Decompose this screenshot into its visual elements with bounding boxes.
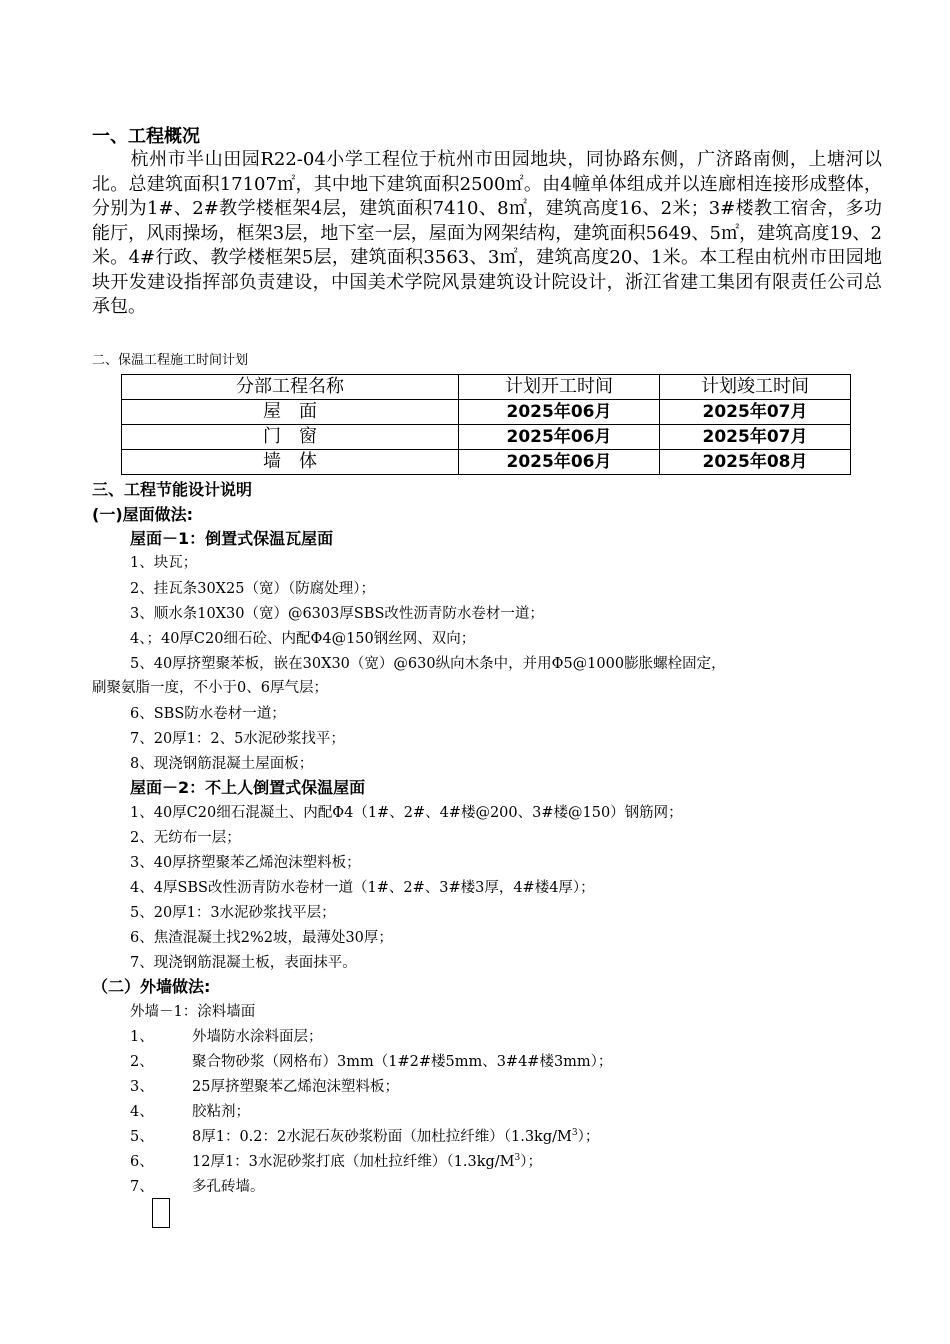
table-header-cell: 分部工程名称	[122, 375, 459, 400]
roof1-item: 8、现浇钢筋混凝土屋面板；	[130, 756, 314, 772]
roof2-item: 6、焦渣混凝土找2%2坡，最薄处30厚；	[130, 930, 393, 946]
table-cell-end: 2025年07月	[660, 425, 851, 450]
wall-item-text: 胶粘剂；	[192, 1104, 250, 1120]
table-cell-start: 2025年06月	[459, 400, 660, 425]
wall-item	[130, 1151, 542, 1173]
table-header-cell: 计划开工时间	[459, 375, 660, 400]
roof1-item: 7、20厚1：2、5水泥砂浆找平；	[130, 731, 345, 747]
project-overview-text: 杭州市半山田园R22-04小学工程位于杭州市田园地块，同协路东侧，广济路南侧，上塘河以北。总建筑面积17107㎡，其中地下建筑面积2500㎡。由4幢单体组成并以连廊相连接形成整体，分别为1#、2#教学楼框架4层，建筑面积7410、8㎡，建筑高度16、2米；3#楼教工宿舍，多功能厅，风雨操场，框架3层，地下室一层，屋面为网架结构，建筑面积5649、5㎡，建筑高度19、2米。4#行政、教学楼框架5层，建筑面积3563、3㎡，建筑高度20、1米。本工程由杭州市田园地块开发建设指挥部负责建设，中国美术学院风景建筑设计院设计，浙江省建工集团有限责任公司总承包。	[92, 149, 882, 317]
table-cell-start: 2025年06月	[459, 425, 660, 450]
wall-item	[130, 1076, 399, 1098]
table-cell-name: 墙 体	[122, 450, 459, 475]
wall-item-text: 聚合物砂浆（网格布）3mm（1#2#楼5mm、3#4#楼3mm）；	[192, 1054, 613, 1070]
superscript-three: 3	[514, 1153, 521, 1164]
roof-heading: (一)屋面做法:	[92, 505, 194, 524]
schedule-table	[121, 374, 851, 475]
roof2-item: 7、现浇钢筋混凝土板，表面抹平。	[130, 955, 357, 971]
table-cell-name: 门 窗	[122, 425, 459, 450]
wall-item-number: 6、	[130, 1154, 154, 1170]
wall-item-text: 多孔砖墙。	[192, 1179, 265, 1195]
wall-item-number: 2、	[130, 1054, 154, 1070]
roof2-item: 4、4厚SBS改性沥青防水卷材一道（1#、2#、3#楼3厚，4#楼4厚）；	[130, 880, 595, 896]
table-row	[122, 400, 851, 425]
table-header-cell: 计划竣工时间	[660, 375, 851, 400]
wall-item	[130, 1176, 265, 1198]
wall-item-text: 12厚1：3水泥砂浆打底（加杜拉纤维）（1.3kg/M	[192, 1154, 515, 1170]
wall-item-number: 7、	[130, 1179, 154, 1195]
table-cell-end: 2025年07月	[660, 400, 851, 425]
roof1-item: 5、40厚挤塑聚苯板，嵌在30X30（宽）@630纵向木条中，并用Φ5@1000膨胀螺栓固定，	[130, 656, 726, 672]
section1-heading: 一、工程概况	[92, 126, 200, 147]
wall-item-text: 8厚1：0.2：2水泥石灰砂浆粉面（加杜拉纤维）（1.3kg/M	[192, 1129, 572, 1145]
table-header-row	[122, 375, 851, 400]
table-row	[122, 425, 851, 450]
wall-item-number: 4、	[130, 1104, 154, 1120]
roof1-item: 1、块瓦；	[130, 555, 198, 571]
roof1-item: 4、；40厚C20细石砼、内配Φ4@150钢丝网、双向；	[130, 631, 476, 647]
wall-title: 外墙－1：涂料墙面	[130, 1004, 256, 1020]
table-cell-end: 2025年08月	[660, 450, 851, 475]
wall-item-suffix: ）；	[520, 1154, 542, 1170]
wall-item-number: 5、	[130, 1129, 154, 1145]
wall-item-number: 1、	[130, 1029, 154, 1045]
section1-paragraph	[92, 148, 882, 320]
roof1-item: 6、SBS防水卷材一道；	[130, 706, 286, 722]
roof2-item: 3、40厚挤塑聚苯乙烯泡沫塑料板；	[130, 855, 361, 871]
table-cell-name: 屋 面	[122, 400, 459, 425]
wall-heading: （二）外墙做法:	[92, 977, 211, 996]
roof1-item: 2、挂瓦条30X25（宽）（防腐处理）；	[130, 581, 375, 597]
wall-item	[130, 1026, 323, 1048]
roof1-item-continued: 刷聚氨脂一度，不小于0、6厚气层；	[92, 680, 328, 696]
table-row	[122, 450, 851, 475]
roof2-item: 1、40厚C20细石混凝土、内配Φ4（1#、2#、4#楼@200、3#楼@150）钢筋网；	[130, 805, 683, 821]
roof2-item: 5、20厚1：3水泥砂浆找平层；	[130, 905, 336, 921]
roof1-title: 屋面－1：倒置式保温瓦屋面	[130, 529, 334, 548]
section3-heading: 三、工程节能设计说明	[92, 480, 253, 499]
wall-item-suffix: ）；	[577, 1129, 600, 1145]
wall-item-text: 外墙防水涂料面层；	[192, 1029, 323, 1045]
roof2-title: 屋面－2：不上人倒置式保温屋面	[130, 778, 366, 797]
wall-item	[130, 1051, 612, 1073]
roof2-item: 2、无纺布一层；	[130, 830, 241, 846]
wall-item-text: 25厚挤塑聚苯乙烯泡沫塑料板；	[192, 1079, 399, 1095]
roof1-item: 3、顺水条10X30（宽）@6303厚SBS改性沥青防水卷材一道；	[130, 606, 544, 622]
wall-item-number: 3、	[130, 1079, 154, 1095]
superscript-three: 3	[571, 1128, 578, 1139]
missing-glyph-box-icon	[152, 1198, 170, 1228]
table-cell-start: 2025年06月	[459, 450, 660, 475]
wall-item	[130, 1126, 599, 1148]
wall-item	[130, 1101, 250, 1123]
section2-heading: 二、保温工程施工时间计划	[92, 353, 249, 368]
